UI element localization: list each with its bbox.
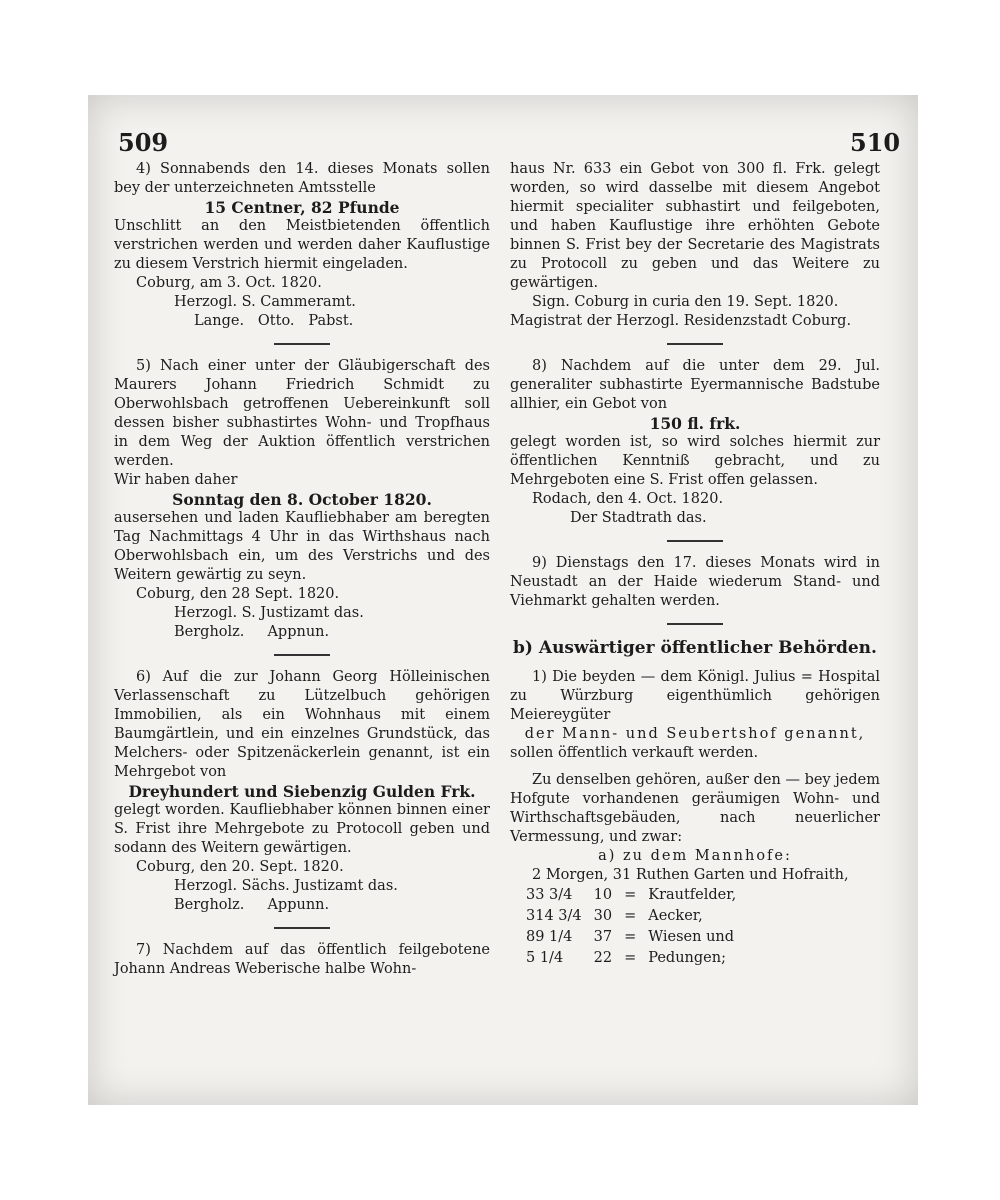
notice-6-office: Herzogl. Sächs. Justizamt das. xyxy=(174,878,398,894)
measurement-ruthen: 30 xyxy=(593,908,613,924)
measurement-desc: Krautfelder, xyxy=(648,887,737,903)
section-b-item-1: 1) Die beyden — dem Königl. Julius = Hospital zu Würzburg eigenthümlich gehörigen Meiereygüter xyxy=(510,669,880,723)
section-b-sub-a: a) zu dem Mannhofe: xyxy=(598,848,792,864)
notice-8-place-date: Rodach, den 4. Oct. 1820. xyxy=(532,491,724,507)
measurement-ruthen: 37 xyxy=(593,929,613,945)
measurement-morgen: 33 3/4 xyxy=(526,887,573,903)
measurements-table xyxy=(520,885,742,969)
measurement-sep: = xyxy=(624,950,637,966)
notice-6-body2: gelegt worden. Kaufliebhaber können binnen einer S. Frist ihre Mehrgebote zu Protocoll geben und sodann des Weitern gewärtigen. xyxy=(114,802,490,856)
notice-4-office: Herzogl. S. Cammeramt. xyxy=(174,294,356,310)
section-divider xyxy=(667,540,723,542)
notice-8-body: 8) Nachdem auf die unter dem 29. Jul. generaliter subhastirte Eyermannische Badstube allhier, ein Gebot von xyxy=(510,358,880,412)
measurement-sep: = xyxy=(624,887,637,903)
notice-7-body: 7) Nachdem auf das öffentlich feilgebotene Johann Andreas Weberische halbe Wohn- xyxy=(114,942,490,977)
notice-5-body: 5) Nach einer unter der Gläubigerschaft des Maurers Johann Friedrich Schmidt zu Oberwohlsbach getroffenen Uebereinkunft soll dessen bisher subhastirtes Wohn- und Tropfhaus in dem Weg der Auktion öffentlich verstrichen werden. xyxy=(114,358,490,469)
notice-7-signed: Sign. Coburg in curia den 19. Sept. 1820. xyxy=(532,294,839,310)
notice-5-place-date: Coburg, den 28 Sept. 1820. xyxy=(136,586,340,602)
table-row xyxy=(520,906,742,927)
section-b-item-1-end: sollen öffentlich verkauft werden. xyxy=(510,745,759,761)
notice-5-body2: ausersehen und laden Kaufliebhaber am beregten Tag Nachmittags 4 Uhr in das Wirthshaus nach Oberwohlsbach ein, um des Verstrichs und des Weitern gewärtig zu seyn. xyxy=(114,510,490,583)
measurement-morgen: 5 1/4 xyxy=(526,950,564,966)
section-b-first-line: 2 Morgen, 31 Ruthen Garten und Hofraith, xyxy=(532,867,849,883)
notice-4-intro: 4) Sonnabends den 14. dieses Monats sollen bey der unterzeichneten Amtsstelle xyxy=(114,161,490,196)
page-number-right: 510 xyxy=(850,128,901,157)
measurement-sep: = xyxy=(624,908,637,924)
measurement-morgen: 89 1/4 xyxy=(526,929,573,945)
notice-5-office: Herzogl. S. Justizamt das. xyxy=(174,605,364,621)
page-number-left: 509 xyxy=(118,128,169,157)
measurement-ruthen: 22 xyxy=(593,950,613,966)
measurement-desc: Aecker, xyxy=(648,908,703,924)
notice-4-signers: Lange. Otto. Pabst. xyxy=(194,313,354,329)
measurement-desc: Pedungen; xyxy=(648,950,726,966)
right-column xyxy=(510,160,880,969)
section-b-paragraph-2: Zu denselben gehören, außer den — bey jedem Hofgute vorhandenen geräumigen Wohn- und Wirthschaftsgebäuden, nach neuerlicher Vermessung, und zwar: xyxy=(510,772,880,845)
notice-4-body: Unschlitt an den Meistbietenden öffentlich verstrichen werden und werden daher Kauflustige zu diesem Verstrich hiermit eingeladen. xyxy=(114,218,490,272)
section-b-heading: b) Auswärtiger öffentlicher Behörden. xyxy=(513,638,877,658)
measurement-morgen: 314 3/4 xyxy=(526,908,582,924)
notice-6-signers: Bergholz. Appunn. xyxy=(174,897,330,913)
section-b-farm-names: der Mann- und Seubertshof genannt, xyxy=(524,726,866,742)
notice-4-place-date: Coburg, am 3. Oct. 1820. xyxy=(136,275,322,291)
measurement-sep: = xyxy=(624,929,637,945)
measurement-desc: Wiesen und xyxy=(648,929,735,945)
notice-8-amount: 150 fl. frk. xyxy=(649,414,741,433)
section-divider xyxy=(667,343,723,345)
notice-4-amount: 15 Centner, 82 Pfunde xyxy=(204,198,400,217)
section-divider xyxy=(274,654,330,656)
notice-5-wir: Wir haben daher xyxy=(114,472,238,488)
notice-5-signers: Bergholz. Appnun. xyxy=(174,624,330,640)
notice-8-office: Der Stadtrath das. xyxy=(570,510,707,526)
section-divider xyxy=(274,927,330,929)
notice-8-body2: gelegt worden ist, so wird solches hiermit zur öffentlichen Kenntniß gebracht, und zu Mehrgeboten eine S. Frist offen gelassen. xyxy=(510,434,880,488)
table-row xyxy=(520,885,742,906)
table-row xyxy=(520,948,742,969)
section-divider xyxy=(274,343,330,345)
section-divider xyxy=(667,623,723,625)
notice-6-amount: Dreyhundert und Siebenzig Gulden Frk. xyxy=(128,782,476,801)
notice-9-body: 9) Dienstags den 17. dieses Monats wird in Neustadt an der Haide wiederum Stand- und Viehmarkt gehalten werden. xyxy=(510,555,880,609)
table-row xyxy=(520,927,742,948)
notice-7-office: Magistrat der Herzogl. Residenzstadt Coburg. xyxy=(510,313,852,329)
notice-7-continued: haus Nr. 633 ein Gebot von 300 fl. Frk. gelegt worden, so wird dasselbe mit diesem Angebot hiermit specialiter subhastirt und feilgeboten, und haben Kauflustige ihre erhöhten Gebote binnen S. Frist bey der Secretarie des Magistrats zu Protocoll zu geben und das Weitere zu gewärtigen. xyxy=(510,161,880,291)
notice-6-place-date: Coburg, den 20. Sept. 1820. xyxy=(136,859,344,875)
notice-6-body: 6) Auf die zur Johann Georg Hölleinischen Verlassenschaft zu Lützelbuch gehörigen Immobilien, als ein Wohnhaus mit einem Baumgärtlein, und ein einzelnes Grundstück, das Melchers- oder Spitzenäckerlein genannt, ist ein Mehrgebot von xyxy=(114,669,490,780)
measurement-ruthen: 10 xyxy=(593,887,613,903)
notice-5-date-line: Sonntag den 8. October 1820. xyxy=(172,490,432,509)
left-column xyxy=(114,160,490,979)
